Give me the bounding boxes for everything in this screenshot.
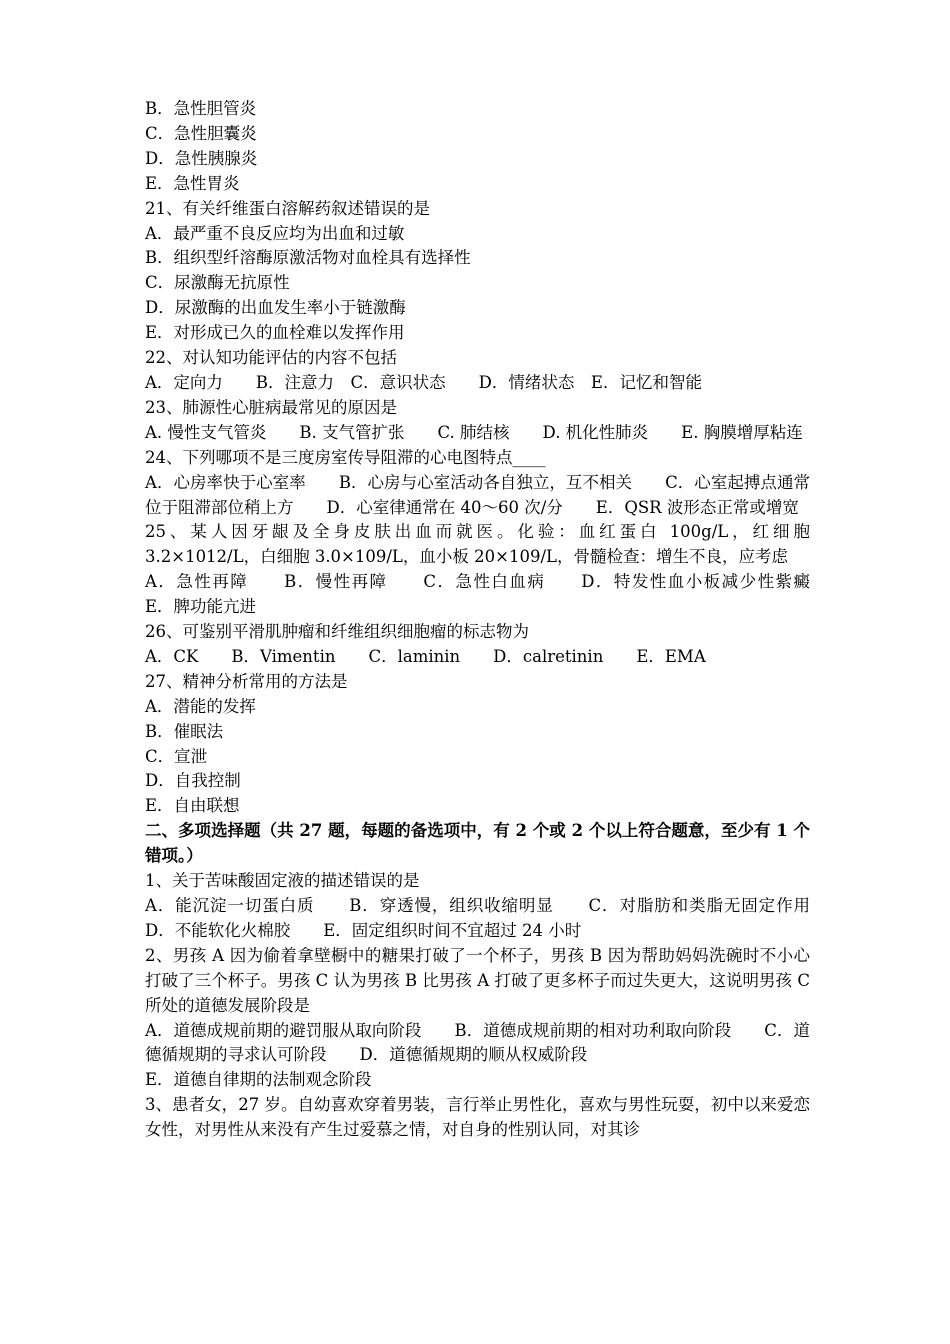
section-heading: 二、多项选择题（共 27 题，每题的备选项中，有 2 个或 2 个以上符合题意，至少有 1 个错项。） <box>145 821 810 866</box>
text-line: A．能沉淀一切蛋白质 B．穿透慢，组织收缩明显 C．对脂肪和类脂无固定作用 D．不能软化火棉胶 E．固定组织时间不宜超过 24 小时 <box>145 896 843 940</box>
text-line: 3、患者女，27 岁。自幼喜欢穿着男装，言行举止男性化，喜欢与男性玩耍，初中以来爱恋女性，对男性从来没有产生过爱慕之情，对自身的性别认同，对其诊 <box>145 1095 810 1140</box>
text-line: E．对形成已久的血栓难以发挥作用 <box>145 323 405 343</box>
text-line: 26、可鉴别平滑肌肿瘤和纤维组织细胞瘤的标志物为 <box>145 622 529 642</box>
text-line: 21、有关纤维蛋白溶解药叙述错误的是 <box>145 198 430 218</box>
text-line: C．宣泄 <box>145 746 208 766</box>
text-line: E．道德自律期的法制观念阶段 <box>145 1070 372 1090</box>
text-line: B．催眠法 <box>145 721 224 741</box>
text-line: A．道德成规前期的避罚服从取向阶段 B．道德成规前期的相对功利取向阶段 C．道德循规期的寻求认可阶段 D．道德循规期的顺从权威阶段 <box>145 1020 810 1065</box>
text-line: B．组织型纤溶酶原激活物对血栓具有选择性 <box>145 248 471 268</box>
text-line: A．心房率快于心室率 B．心房与心室活动各自独立，互不相关 C．心室起搏点通常位于阻滞部位稍上方 D．心室律通常在 40～60 次/分 E．QSR 波形态正常或增宽 <box>145 472 810 517</box>
document-page <box>145 97 843 1143</box>
text-line: C．尿激酶无抗原性 <box>145 273 290 293</box>
text-line: 2、男孩 A 因为偷着拿壁橱中的糖果打破了一个杯子，男孩 B 因为帮助妈妈洗碗时不小心打破了三个杯子。男孩 C 认为男孩 B 比男孩 A 打破了更多杯子而过失更大，这说明男孩 C 所处的道德发展阶段是 <box>145 945 810 1015</box>
text-line: E．自由联想 <box>145 796 240 816</box>
text-line: E．急性胃炎 <box>145 173 240 193</box>
text-line: A．CK B．Vimentin C．laminin D．calretinin E．EMA <box>145 646 706 666</box>
text-line: A．急性再障 B．慢性再障 C．急性白血病 D．特发性血小板减少性紫癜 E．脾功能亢进 <box>145 572 843 617</box>
text-line: 22、对认知功能评估的内容不包括 <box>145 348 397 368</box>
text-line: 24、下列哪项不是三度房室传导阻滞的心电图特点____ <box>145 447 546 467</box>
text-line: B．急性胆管炎 <box>145 99 257 118</box>
text-line: C．急性胆囊炎 <box>145 123 257 143</box>
text-line: 25、某人因牙龈及全身皮肤出血而就医。化验：血红蛋白 100g/L，红细胞 3.2×1012/L，白细胞 3.0×109/L，血小板 20×109/L，骨髓检查：增生不良，应考虑 <box>145 522 810 567</box>
text-line: D．自我控制 <box>145 771 241 791</box>
text-line: A．潜能的发挥 <box>145 696 256 716</box>
text-line: D．尿激酶的出血发生率小于链激酶 <box>145 298 406 318</box>
text-line: 27、精神分析常用的方法是 <box>145 671 348 691</box>
text-line: A. 慢性支气管炎 B. 支气管扩张 C. 肺结核 D. 机化性肺炎 E. 胸膜增厚粘连 <box>145 422 803 442</box>
text-line: 23、肺源性心脏病最常见的原因是 <box>145 397 397 417</box>
text-line: A．定向力 B．注意力 C．意识状态 D．情绪状态 E．记忆和智能 <box>145 372 702 392</box>
text-line: A．最严重不良反应均为出血和过敏 <box>145 223 405 243</box>
text-line: 1、关于苦味酸固定液的描述错误的是 <box>145 871 420 891</box>
text-line: D．急性胰腺炎 <box>145 148 258 168</box>
